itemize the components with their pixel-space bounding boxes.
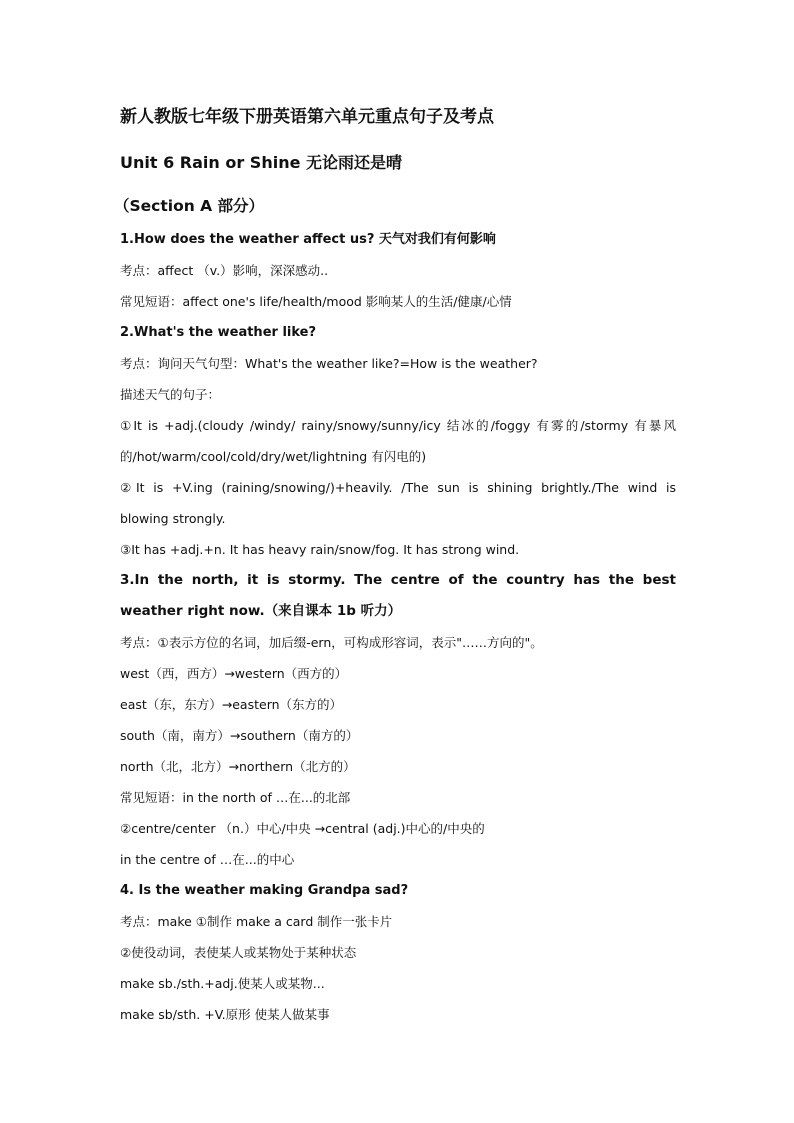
- direction-west: west（西，西方）→western（西方的）: [120, 666, 348, 681]
- question-1: 1.How does the weather affect us? 天气对我们有何影响: [120, 232, 496, 247]
- description-heading: 描述天气的句子：: [120, 387, 221, 402]
- direction-south: south（南，南方）→southern（南方的）: [120, 728, 359, 743]
- point-text: 考点：affect （v.）影响，深深感动..: [120, 263, 329, 278]
- phrase-centre: in the centre of …在...的中心: [120, 852, 295, 867]
- pattern-3: ③It has +adj.+n. It has heavy rain/snow/fog. It has strong wind.: [120, 542, 520, 557]
- document-title: 新人教版七年级下册英语第六单元重点句子及考点: [120, 107, 494, 127]
- pattern-make-verb: make sb/sth. +V.原形 使某人做某事: [120, 1007, 330, 1022]
- point-text: 考点：①表示方位的名词，加后缀-ern，可构成形容词，表示"……方向的"。: [120, 635, 543, 650]
- phrase-text: 常见短语：affect one's life/health/mood 影响某人的生活/健康/心情: [120, 294, 512, 309]
- pattern-2: ②It is +V.ing (raining/snowing/)+heavily. /The sun is shining brightly./The wind is blowing strongly.: [120, 480, 676, 526]
- point-text: 考点：询问天气句型：What's the weather like?=How is the weather?: [120, 356, 538, 371]
- direction-east: east（东，东方）→eastern（东方的）: [120, 697, 343, 712]
- phrase-text: 常见短语：in the north of …在...的北部: [120, 790, 351, 805]
- pattern-1: ①It is +adj.(cloudy /windy/ rainy/snowy/sunny/icy 结冰的/foggy 有雾的/stormy 有暴风的/hot/warm/cool/cold/dry/wet/lightning 有闪电的): [120, 418, 676, 464]
- unit-heading: Unit 6 Rain or Shine 无论雨还是晴: [120, 153, 403, 172]
- point-text: 考点：make ①制作 make a card 制作一张卡片: [120, 914, 393, 929]
- document-body: [114, 104, 676, 1030]
- question-2: 2.What's the weather like?: [120, 325, 317, 340]
- pattern-make-adj: make sb./sth.+adj.使某人或某物...: [120, 976, 325, 991]
- question-3: 3.In the north, it is stormy. The centre of the country has the best weather right now.（来自课本 1b 听力）: [120, 572, 676, 619]
- question-4: 4. Is the weather making Grandpa sad?: [120, 883, 409, 898]
- point-causative: ②使役动词，表使某人或某物处于某种状态: [120, 945, 357, 960]
- point-centre: ②centre/center （n.）中心/中央 →central (adj.)中心的/中央的: [120, 821, 485, 836]
- direction-north: north（北，北方）→northern（北方的）: [120, 759, 356, 774]
- section-heading: （Section A 部分）: [114, 197, 265, 215]
